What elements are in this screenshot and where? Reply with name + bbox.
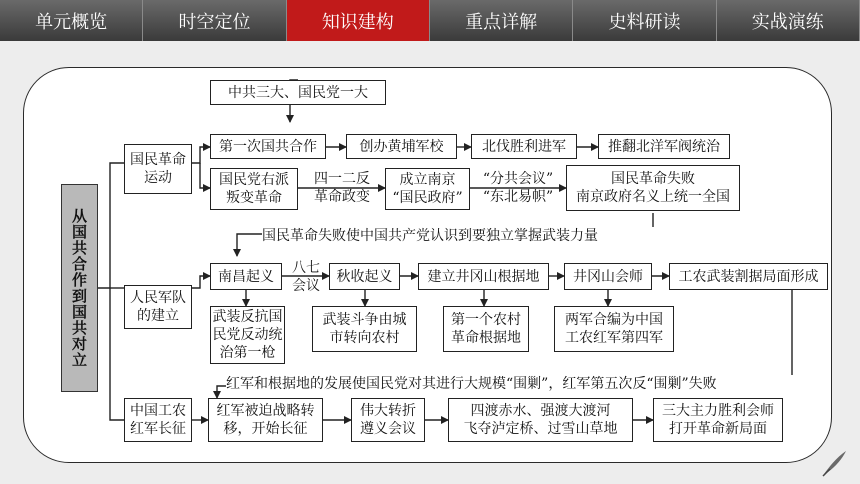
- note-party-split: “分共会议” “东北易帜”: [482, 171, 554, 205]
- tab-practice[interactable]: 实战演练: [717, 0, 860, 41]
- tab-unit-overview[interactable]: 单元概览: [0, 0, 143, 41]
- tab-time-space[interactable]: 时空定位: [143, 0, 286, 41]
- node-overthrow-warlords: 推翻北洋军阀统治: [598, 134, 730, 159]
- tab-bar: [0, 0, 860, 41]
- tab-source-reading[interactable]: 史料研读: [573, 0, 716, 41]
- node-third-congress: 中共三大、国民党一大: [210, 80, 386, 105]
- node-armed-separatism: 工农武装割据局面形成: [669, 263, 828, 290]
- node-nanchang-uprising: 南昌起义: [210, 263, 282, 290]
- branch-long-march: 中国工农 红军长征: [124, 398, 192, 442]
- node-northern-expedition: 北伐胜利进军: [471, 134, 577, 159]
- branch-national-revolution: 国民革命 运动: [124, 144, 192, 194]
- tab-knowledge-construction[interactable]: 知识建构: [287, 0, 430, 41]
- transition-text-2: 红军和根据地的发展使国民党对其进行大规模“围剿”，红军第五次反“围剿”失败: [226, 375, 796, 393]
- root-topic: 从国共合作到国共对立: [61, 184, 98, 392]
- node-three-armies-meet: 三大主力胜利会师 打开革命新局面: [653, 398, 783, 442]
- tab-key-points[interactable]: 重点详解: [430, 0, 573, 41]
- transition-text-1: 国民革命失败使中国共产党认识到要独立掌握武装力量: [262, 227, 666, 245]
- node-whampoa: 创办黄埔军校: [346, 134, 457, 159]
- note-april-12: 四一二反 革命政变: [314, 171, 370, 205]
- node-first-shot: 武装反抗国 民党反动统 治第一枪: [210, 306, 285, 364]
- quill-icon: [820, 448, 850, 478]
- node-zunyi-meeting: 伟大转折 遵义会议: [351, 398, 425, 442]
- node-revolution-failure: 国民革命失败 南京政府名义上统一全国: [566, 165, 740, 211]
- node-jinggangshan-meeting: 井冈山会师: [564, 263, 652, 290]
- note-august-7-meeting: 八七 会议: [292, 260, 320, 294]
- node-right-wing-betrayal: 国民党右派 叛变革命: [210, 168, 298, 210]
- node-long-march-start: 红军被迫战略转 移，开始长征: [208, 398, 323, 442]
- node-fourth-red-army: 两军合编为中国 工农红军第四军: [554, 306, 674, 352]
- node-nanjing-government: 成立南京 “国民政府”: [385, 168, 470, 210]
- node-jinggangshan-base: 建立井冈山根据地: [418, 263, 549, 290]
- node-first-cooperation: 第一次国共合作: [210, 134, 326, 159]
- node-chishui-dadu: 四渡赤水、强渡大渡河 飞夺泸定桥、过雪山草地: [448, 398, 633, 442]
- node-city-to-countryside: 武装斗争由城 市转向农村: [312, 306, 417, 352]
- branch-peoples-army: 人民军队 的建立: [124, 285, 192, 329]
- node-autumn-harvest: 秋收起义: [329, 263, 400, 290]
- node-first-rural-base: 第一个农村 革命根据地: [443, 306, 529, 352]
